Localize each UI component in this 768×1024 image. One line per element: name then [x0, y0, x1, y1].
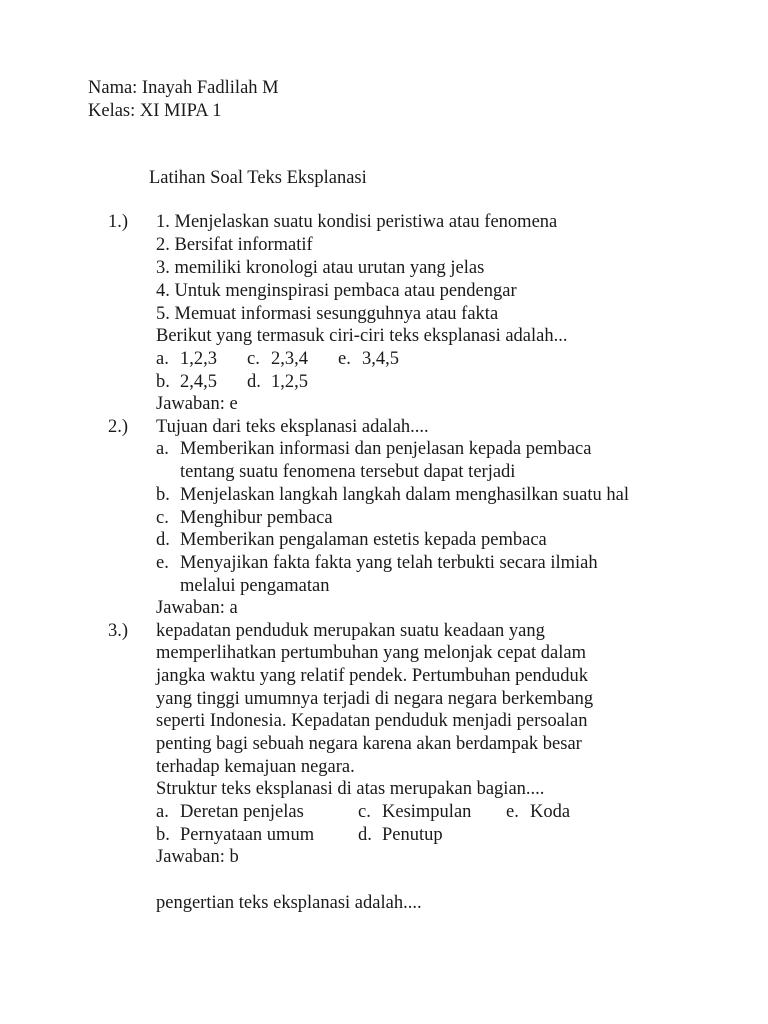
q1-option-b: [156, 371, 217, 394]
page-title: Latihan Soal Teks Eksplanasi: [149, 168, 367, 188]
option-letter: b.: [156, 825, 170, 845]
q2-option-e-continuation: melalui pengamatan: [180, 576, 330, 596]
q1-statement-1: 1. Menjelaskan suatu kondisi peristiwa atau fenomena: [156, 212, 558, 232]
q1-statement-2: 2. Bersifat informatif: [156, 235, 313, 255]
option-text: Menyajikan fakta fakta yang telah terbukti secara ilmiah: [180, 553, 598, 573]
q3-option-e: [506, 801, 570, 824]
q3-option-b: [156, 824, 314, 847]
q3-passage-line-6: penting bagi sebuah negara karena akan berdampak besar: [156, 734, 582, 754]
student-name: Nama: Inayah Fadlilah M: [88, 78, 279, 98]
q2-option-e: [156, 552, 598, 575]
q2-option-c: [156, 507, 333, 530]
option-letter: d.: [247, 372, 261, 392]
option-letter: c.: [358, 802, 371, 822]
option-letter: a.: [156, 349, 169, 369]
option-text: Penutup: [382, 825, 443, 845]
q2-option-b: [156, 484, 629, 507]
q3-question: Struktur teks eksplanasi di atas merupakan bagian....: [156, 779, 545, 799]
q3-passage-line-7: terhadap kemajuan negara.: [156, 757, 355, 777]
q1-statement-3: 3. memiliki kronologi atau urutan yang jelas: [156, 258, 485, 278]
question-1-number: 1.): [108, 212, 129, 232]
option-text: Kesimpulan: [382, 802, 472, 822]
option-letter: d.: [358, 825, 372, 845]
question-3-number: 3.): [108, 621, 129, 641]
option-letter: e.: [338, 349, 351, 369]
q1-option-c: [247, 348, 308, 371]
q1-statement-5: 5. Memuat informasi sesungguhnya atau fakta: [156, 304, 499, 324]
q3-passage-line-3: jangka waktu yang relatif pendek. Pertumbuhan penduduk: [156, 666, 589, 686]
option-text: 2,4,5: [180, 372, 217, 392]
option-text: Memberikan informasi dan penjelasan kepada pembaca: [180, 439, 592, 459]
option-text: 3,4,5: [362, 349, 399, 369]
option-text: Memberikan pengalaman estetis kepada pembaca: [180, 530, 547, 550]
q1-option-a: [156, 348, 217, 371]
student-class: Kelas: XI MIPA 1: [88, 101, 222, 121]
q3-option-a: [156, 801, 304, 824]
q1-statement-4: 4. Untuk menginspirasi pembaca atau pendengar: [156, 281, 517, 301]
q3-passage-line-5: seperti Indonesia. Kepadatan penduduk menjadi persoalan: [156, 711, 588, 731]
q1-question: Berikut yang termasuk ciri-ciri teks eksplanasi adalah...: [156, 326, 568, 346]
option-text: Koda: [530, 802, 571, 822]
option-text: 1,2,5: [271, 372, 308, 392]
question-2-number: 2.): [108, 417, 129, 437]
q3-passage-line-2: memperlihatkan pertumbuhan yang melonjak cepat dalam: [156, 643, 586, 663]
option-letter: a.: [156, 802, 169, 822]
q2-question: Tujuan dari teks eksplanasi adalah....: [156, 417, 429, 437]
q3-passage-line-4: yang tinggi umumnya terjadi di negara negara berkembang: [156, 689, 594, 709]
q2-option-a-continuation: tentang suatu fenomena tersebut dapat terjadi: [180, 462, 516, 482]
option-letter: a.: [156, 439, 169, 459]
option-letter: c.: [247, 349, 260, 369]
option-text: 2,3,4: [271, 349, 308, 369]
option-text: Pernyataan umum: [180, 825, 315, 845]
q3-answer: Jawaban: b: [156, 847, 239, 867]
q3-passage-line-1: kepadatan penduduk merupakan suatu keadaan yang: [156, 621, 545, 641]
option-letter: c.: [156, 508, 169, 528]
option-text: Deretan penjelas: [180, 802, 304, 822]
q4-question: pengertian teks eksplanasi adalah....: [156, 893, 422, 913]
option-text: Menghibur pembaca: [180, 508, 333, 528]
option-letter: e.: [156, 553, 169, 573]
option-letter: b.: [156, 372, 170, 392]
q2-option-a: [156, 438, 591, 461]
q1-option-d: [247, 371, 308, 394]
option-letter: b.: [156, 485, 170, 505]
option-text: 1,2,3: [180, 349, 217, 369]
q3-option-c: [358, 801, 471, 824]
q1-option-e: [338, 348, 399, 371]
q1-answer: Jawaban: e: [156, 394, 238, 414]
q2-answer: Jawaban: a: [156, 598, 238, 618]
option-letter: e.: [506, 802, 519, 822]
option-letter: d.: [156, 530, 170, 550]
q2-option-d: [156, 529, 547, 552]
q3-option-d: [358, 824, 443, 847]
option-text: Menjelaskan langkah langkah dalam menghasilkan suatu hal: [180, 485, 630, 505]
